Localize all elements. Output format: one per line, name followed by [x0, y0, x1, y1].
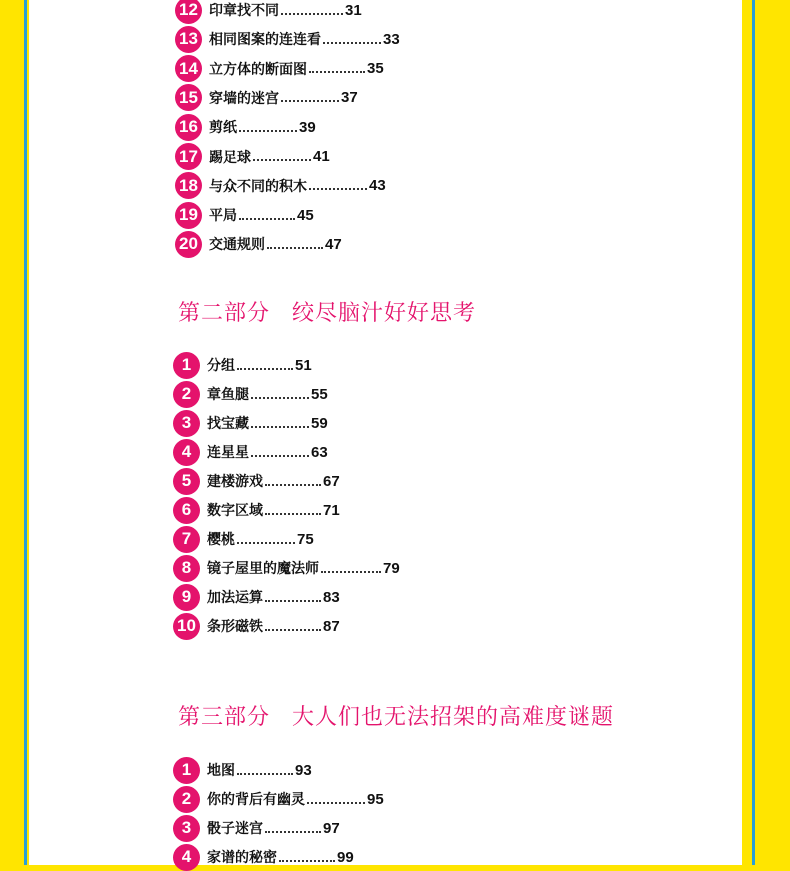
entry-page-number: 63 [311, 443, 328, 461]
entry-page-number: 97 [323, 819, 340, 837]
toc-entry[interactable] [173, 816, 340, 840]
entry-number-badge: 19 [175, 202, 202, 229]
entry-number-badge: 18 [175, 172, 202, 199]
entry-title: 交通规则 [209, 237, 265, 254]
entry-page-number: 47 [325, 235, 342, 253]
dot-leader [267, 246, 323, 249]
section-title: 绞尽脑汁好好思考 [292, 301, 477, 326]
entry-title: 数字区域 [207, 503, 263, 519]
entry-page-number: 35 [367, 60, 384, 78]
toc-entry[interactable] [175, 27, 400, 51]
entry-number-badge: 3 [173, 410, 200, 437]
entry-page-number: 59 [311, 414, 328, 432]
entry-title: 建楼游戏 [207, 474, 263, 490]
toc-entry[interactable] [173, 498, 340, 522]
dot-leader [279, 859, 335, 862]
toc-entry[interactable] [173, 585, 340, 609]
entry-title: 连星星 [207, 445, 249, 461]
entry-title: 剪纸 [209, 120, 237, 137]
entry-title: 条形磁铁 [207, 619, 263, 635]
toc-entry[interactable] [175, 0, 362, 22]
entry-number-badge: 2 [173, 381, 200, 408]
left-yellow-border [0, 0, 23, 865]
toc-entry[interactable] [173, 353, 312, 377]
toc-entry[interactable] [173, 556, 400, 580]
right-blue-border [752, 0, 755, 865]
entry-page-number: 83 [323, 588, 340, 606]
entry-page-number: 93 [295, 761, 312, 779]
entry-number-badge: 15 [175, 84, 202, 111]
entry-page-number: 51 [295, 356, 312, 374]
entry-page-number: 95 [367, 790, 384, 808]
entry-page-number: 87 [323, 617, 340, 635]
entry-number-badge: 1 [173, 757, 200, 784]
left-blue-border [24, 0, 27, 865]
entry-number-badge: 12 [175, 0, 202, 24]
entry-number-badge: 5 [173, 468, 200, 495]
toc-entry[interactable] [175, 203, 314, 227]
dot-leader [265, 628, 321, 631]
dot-leader [251, 425, 309, 428]
entry-number-badge: 4 [173, 844, 200, 871]
entry-page-number: 79 [383, 559, 400, 577]
entry-number-badge: 7 [173, 526, 200, 553]
entry-title: 加法运算 [207, 590, 263, 606]
toc-entry[interactable] [173, 382, 328, 406]
entry-page-number: 43 [369, 177, 386, 195]
dot-leader [265, 830, 321, 833]
entry-page-number: 39 [299, 118, 316, 136]
entry-title: 与众不同的积木 [209, 178, 307, 195]
dot-leader [265, 599, 321, 602]
dot-leader [237, 367, 293, 370]
toc-entry[interactable] [175, 86, 358, 110]
toc-entry[interactable] [173, 787, 384, 811]
dot-leader [281, 99, 339, 102]
entry-title: 找宝藏 [207, 416, 249, 432]
toc-entry[interactable] [173, 440, 328, 464]
entry-title: 踢足球 [209, 149, 251, 166]
entry-title: 穿墙的迷宫 [209, 90, 279, 107]
entry-page-number: 37 [341, 89, 358, 107]
section-label: 第三部分 [178, 705, 271, 730]
dot-leader [265, 512, 321, 515]
entry-title: 骰子迷宫 [207, 821, 263, 837]
entry-number-badge: 4 [173, 439, 200, 466]
entry-number-badge: 3 [173, 815, 200, 842]
right-yellow-border [757, 0, 790, 865]
entry-title: 家谱的秘密 [207, 850, 277, 866]
entry-title: 立方体的断面图 [209, 61, 307, 78]
entry-number-badge: 14 [175, 55, 202, 82]
dot-leader [323, 41, 381, 44]
toc-entry[interactable] [173, 527, 314, 551]
entry-number-badge: 13 [175, 26, 202, 53]
toc-entry[interactable] [175, 115, 316, 139]
entry-title: 印章找不同 [209, 3, 279, 19]
toc-entry[interactable] [173, 614, 340, 638]
entry-page-number: 45 [297, 206, 314, 224]
dot-leader [239, 217, 295, 220]
dot-leader [251, 454, 309, 457]
dot-leader [237, 541, 295, 544]
dot-leader [265, 483, 321, 486]
toc-entry[interactable] [175, 145, 330, 169]
entry-page-number: 31 [345, 1, 362, 19]
entry-page-number: 71 [323, 501, 340, 519]
dot-leader [237, 772, 293, 775]
section-title: 大人们也无法招架的高难度谜题 [292, 705, 615, 730]
entry-title: 分组 [207, 358, 235, 374]
entry-title: 樱桃 [207, 532, 235, 548]
entry-page-number: 75 [297, 530, 314, 548]
entry-page-number: 99 [337, 848, 354, 866]
entry-number-badge: 16 [175, 114, 202, 141]
entry-title: 相同图案的连连看 [209, 32, 321, 49]
toc-entry[interactable] [173, 411, 328, 435]
dot-leader [281, 12, 343, 15]
entry-title: 镜子屋里的魔法师 [207, 561, 319, 577]
entry-page-number: 67 [323, 472, 340, 490]
section-heading [178, 296, 498, 327]
table-of-contents-page [29, 0, 742, 865]
entry-number-badge: 2 [173, 786, 200, 813]
entry-page-number: 55 [311, 385, 328, 403]
section-heading [178, 700, 636, 731]
dot-leader [309, 70, 365, 73]
dot-leader [251, 396, 309, 399]
entry-title: 你的背后有幽灵 [207, 792, 305, 808]
entry-number-badge: 20 [175, 231, 202, 258]
dot-leader [309, 187, 367, 190]
entry-page-number: 33 [383, 30, 400, 48]
entry-title: 章鱼腿 [207, 387, 249, 403]
entry-number-badge: 9 [173, 584, 200, 611]
entry-title: 平局 [209, 208, 237, 225]
dot-leader [253, 158, 311, 161]
dot-leader [239, 129, 297, 132]
toc-entry[interactable] [173, 469, 340, 493]
dot-leader [307, 801, 365, 804]
entry-number-badge: 6 [173, 497, 200, 524]
toc-entry[interactable] [173, 758, 312, 782]
toc-entry[interactable] [173, 845, 354, 869]
section-label: 第二部分 [178, 301, 271, 326]
entry-number-badge: 1 [173, 352, 200, 379]
entry-page-number: 41 [313, 148, 330, 165]
entry-number-badge: 10 [173, 613, 200, 640]
toc-entry[interactable] [175, 174, 386, 198]
entry-number-badge: 17 [175, 143, 202, 170]
dot-leader [321, 570, 381, 573]
toc-entry[interactable] [175, 57, 384, 81]
toc-entry[interactable] [175, 232, 342, 256]
entry-title: 地图 [207, 763, 235, 779]
entry-number-badge: 8 [173, 555, 200, 582]
